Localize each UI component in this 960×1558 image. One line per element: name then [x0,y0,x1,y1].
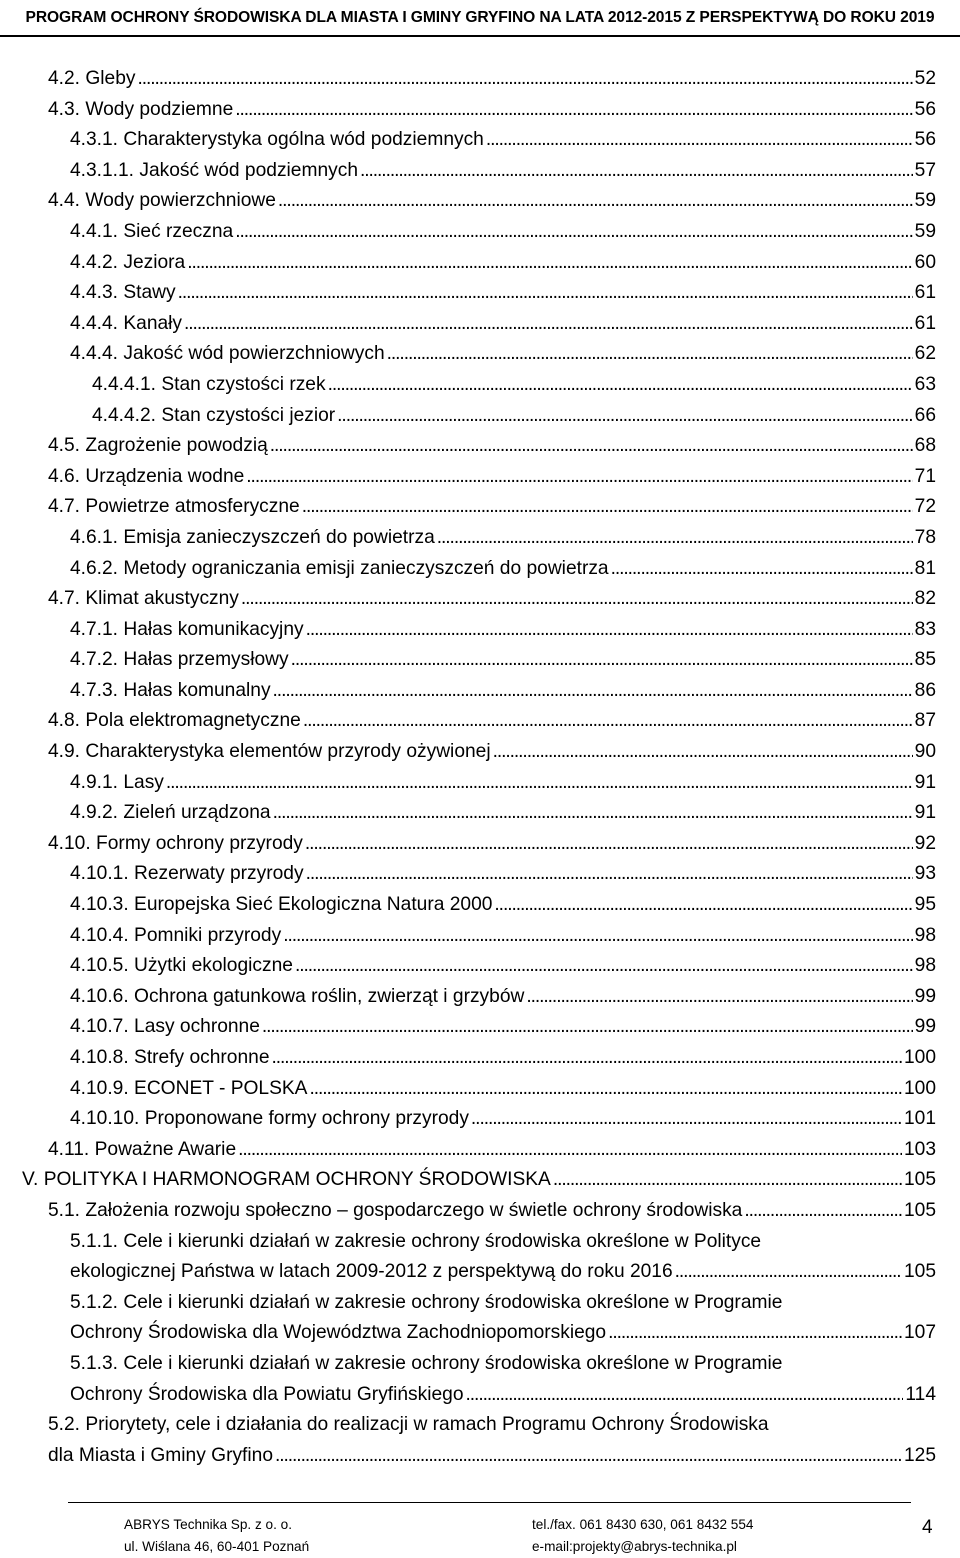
toc-entry-label [70,615,304,646]
dot-leader [184,309,913,340]
dot-leader [486,125,913,156]
dot-leader [328,370,913,401]
toc-entry-title: Formy ochrony przyrody [96,832,303,854]
toc-entry[interactable] [70,798,936,829]
toc-entry-title: Klimat akustyczny [85,588,239,610]
dot-leader [337,401,912,432]
toc-entry-title: Zieleń urządzona [123,802,271,824]
toc-entry-number: 5.1.1. [70,1230,119,1252]
toc-entry[interactable] [48,706,936,737]
dot-leader [526,982,912,1013]
toc-entry-page: 81 [914,557,936,579]
toc-entry-page: 61 [914,312,936,334]
toc-entry-number: 4.4.4. [70,343,119,365]
toc-entry-number: 4.10.10. [70,1108,140,1130]
dot-leader [494,890,912,921]
toc-entry[interactable] [92,401,936,432]
toc-entry-number: 4.10.1. [70,863,129,885]
toc-entry[interactable] [70,921,936,952]
dot-leader [306,859,913,890]
toc-entry[interactable] [70,1104,936,1135]
toc-entry-title: Jakość wód podziemnych [139,159,358,181]
dot-leader [471,1104,902,1135]
toc-entry-number: 4.10.4. [70,924,129,946]
footer-contact-block [532,1514,753,1558]
toc-entry[interactable] [48,1196,936,1227]
toc-entry-title: Sieć rzeczna [123,220,234,242]
toc-entry[interactable] [70,1043,936,1074]
toc-entry-label [70,248,185,279]
toc-entry-label [70,278,176,309]
toc-entry[interactable] [48,737,936,768]
toc-entry[interactable] [70,248,936,279]
toc-entry-title: Cele i kierunki działań w zakresie ochrony środowiska określone w Polityce [123,1230,762,1252]
toc-entry-label [48,737,491,768]
toc-entry-number: 4.4.4. [70,312,119,334]
toc-entry-number: 4.10.5. [70,955,129,977]
footer-divider [68,1502,911,1503]
toc-entry[interactable] [48,829,936,860]
toc-entry[interactable] [70,951,936,982]
header-title: PROGRAM OCHRONY ŚRODOWISKA DLA MIASTA I GMINY GRYFINO NA LATA 2012-2015 Z PERSPEKTYWĄ DO ROKU 2019 [25,9,935,26]
toc-entry-page: 100 [903,1077,936,1099]
dot-leader [275,1441,902,1472]
toc-entry-page: 83 [914,618,936,640]
toc-entry-title: Metody ograniczania emisji zanieczyszczeń do powietrza [123,557,609,579]
toc-entry-page: 100 [903,1047,936,1068]
dot-leader [608,1318,902,1349]
toc-entry-page: 78 [914,526,936,548]
toc-entry-page: 98 [914,955,936,977]
toc-entry-number: 4.10.8. [70,1047,129,1068]
toc-entry[interactable] [70,676,936,707]
toc-entry-page: 56 [914,98,936,120]
toc-entry-number: 4.2. [48,68,81,89]
toc-entry-label [48,186,276,217]
toc-entry-label [48,584,239,615]
toc-entry-label [48,829,303,860]
toc-entry[interactable] [70,156,936,187]
toc-entry-label [48,431,268,462]
dot-leader [187,248,912,279]
toc-entry[interactable] [70,1012,936,1043]
toc-entry-page: 72 [914,496,936,518]
toc-entry-number: 4.4.2. [70,251,119,273]
toc-entry-title: Cele i kierunki działań w zakresie ochrony środowiska określone w Programie [123,1352,783,1374]
toc-entry[interactable] [48,95,936,126]
toc-entry-title: Strefy ochronne [134,1047,270,1068]
dot-leader [178,278,913,309]
dot-leader [283,921,912,952]
toc-entry-title: Poważne Awarie [94,1138,237,1160]
toc-entry-label [70,890,492,921]
toc-entry-page: 57 [914,159,936,181]
toc-entry[interactable] [48,1135,936,1166]
toc-entry[interactable] [70,125,936,156]
toc-entry-page: 85 [914,649,936,671]
toc-entry-title-continued: ekologicznej Państwa w latach 2009-2012 z perspektywą do roku 2016 [70,1261,673,1283]
toc-entry-title: Charakterystyka elementów przyrody ożywionej [85,741,491,763]
toc-entry[interactable] [48,462,936,493]
toc-entry-title: Hałas komunalny [123,679,271,701]
toc-entry-label [48,64,135,95]
table-of-contents [0,64,960,1471]
toc-entry-page: 105 [903,1261,936,1283]
dot-leader [272,1043,902,1074]
toc-entry-number: 4.4.1. [70,220,119,242]
toc-entry-page: 107 [903,1322,936,1344]
toc-entry-title: Założenia rozwoju społeczno – gospodarczego w świetle ochrony środowiska [85,1199,743,1221]
toc-entry-title: Proponowane formy ochrony przyrody [144,1108,469,1130]
toc-entry-title-continued: dla Miasta i Gminy Gryfino [48,1444,273,1466]
dot-leader [493,737,913,768]
dot-leader [295,951,913,982]
toc-entry-page: 92 [914,832,936,854]
footer-email: e-mail:projekty@abrys-technika.pl [532,1539,737,1554]
toc-entry-page: 59 [914,190,936,212]
toc-entry-number: 4.10.6. [70,985,129,1007]
toc-entry-title: Wody podziemne [85,98,234,120]
dot-leader [238,1135,902,1166]
toc-entry-number: 4.4.3. [70,282,119,304]
toc-entry-page: 71 [914,465,936,487]
dot-leader [262,1012,913,1043]
dot-leader [360,156,913,187]
toc-entry-number: 4.6.2. [70,557,119,579]
toc-entry[interactable] [70,1227,936,1288]
toc-entry-page: 68 [914,435,936,457]
toc-entry[interactable] [70,554,936,585]
toc-entry-number: 4.7. [48,496,81,518]
toc-entry-label [70,798,271,829]
toc-entry-number: 4.7. [48,588,81,610]
toc-entry-title: ECONET - POLSKA [134,1077,308,1099]
toc-entry-number: 4.6.1. [70,526,119,548]
toc-entry-number: 4.7.1. [70,618,119,640]
toc-entry-number: 5.2. [48,1414,81,1436]
toc-entry-page: 87 [914,710,936,732]
toc-entry-title: Użytki ekologiczne [134,955,293,977]
toc-entry-label [70,1012,260,1043]
toc-entry[interactable] [70,1349,936,1410]
toc-entry-page: 62 [914,343,936,365]
toc-entry-title: Jeziora [123,251,186,273]
toc-entry[interactable] [70,859,936,890]
page-number: 4 [922,1517,933,1538]
toc-entry[interactable] [70,768,936,799]
footer-company: ABRYS Technika Sp. z o. o. [124,1517,293,1532]
toc-entry-title: Hałas komunikacyjny [123,618,304,640]
toc-entry-number: 5.1. [48,1199,81,1221]
dot-leader [744,1196,902,1227]
toc-entry[interactable] [22,1165,936,1196]
toc-entry-label [48,95,233,126]
toc-entry-title: Gleby [85,68,136,89]
toc-entry[interactable] [70,217,936,248]
toc-entry-page: 56 [914,129,936,151]
toc-entry-title: Powietrze atmosferyczne [85,496,300,518]
toc-entry-label [92,370,326,401]
toc-entry-page: 91 [914,771,936,793]
toc-entry-label [70,921,281,952]
dot-leader [302,492,913,523]
toc-entry-number: 4.5. [48,435,81,457]
dot-leader [235,217,912,248]
toc-entry-title: Stan czystości rzek [161,373,326,395]
toc-entry-label [70,645,289,676]
toc-entry-label [48,1196,742,1227]
toc-entry-page: 60 [914,251,936,273]
running-header [0,0,960,37]
footer-phone: tel./fax. 061 8430 630, 061 8432 554 [532,1517,754,1532]
toc-entry-page: 59 [914,220,936,242]
toc-entry-page: 114 [905,1383,936,1405]
toc-entry[interactable] [48,431,936,462]
dot-leader [553,1165,902,1196]
toc-entry-number: 4.9.1. [70,771,119,793]
toc-entry-label [48,706,301,737]
toc-entry-label [48,1135,236,1166]
toc-entry[interactable] [70,1074,936,1105]
toc-entry-number: 4.3.1. [70,129,119,151]
toc-entry-number: 4.10.7. [70,1016,129,1038]
toc-entry-number: 4.6. [48,465,81,487]
toc-entry-title: Ochrona gatunkowa roślin, zwierząt i grzybów [134,985,525,1007]
toc-entry-label [70,1104,469,1135]
toc-entry-title: Jakość wód powierzchniowych [123,343,385,365]
toc-entry[interactable] [70,982,936,1013]
dot-leader [291,645,913,676]
toc-entry-title-continued: Ochrony Środowiska dla Powiatu Gryfińskiego [70,1383,464,1405]
dot-leader [235,95,912,126]
toc-entry-label [70,676,271,707]
toc-entry-title: Urządzenia wodne [85,465,245,487]
toc-entry-page: 101 [903,1108,936,1130]
toc-entry-label [70,156,358,187]
toc-entry-page: 86 [914,679,936,701]
toc-entry-number: 4.10. [48,832,91,854]
toc-entry-number: 5.1.3. [70,1352,119,1374]
toc-entry[interactable] [70,523,936,554]
toc-entry-number: 4.11. [48,1138,90,1160]
toc-entry-title: POLITYKA I HARMONOGRAM OCHRONY ŚRODOWISKA [43,1169,551,1191]
footer-address: ul. Wiślana 46, 60-401 Poznań [124,1539,310,1554]
toc-entry-title: Lasy ochronne [134,1016,260,1038]
dot-leader [270,431,913,462]
dot-leader [166,768,913,799]
toc-entry-page: 125 [903,1444,936,1466]
toc-entry-page: 90 [914,741,936,763]
toc-entry-page: 103 [903,1138,936,1160]
toc-entry-page: 52 [914,68,936,89]
toc-entry[interactable] [70,890,936,921]
toc-entry-number: 4.7.2. [70,649,119,671]
toc-entry-title: Stawy [123,282,176,304]
toc-entry-page: 99 [914,1016,936,1038]
toc-entry-label [70,768,164,799]
toc-entry-title: Charakterystyka ogólna wód podziemnych [123,129,484,151]
toc-entry-title: Europejska Sieć Ekologiczna Natura 2000 [134,894,493,916]
dot-leader [273,676,913,707]
toc-entry-title-continued: Ochrony Środowiska dla Województwa Zachodniopomorskiego [70,1322,607,1344]
toc-entry[interactable] [70,1288,936,1349]
dot-leader [303,706,913,737]
toc-entry-number: 4.10.9. [70,1077,129,1099]
toc-entry-title: Pomniki przyrody [134,924,282,946]
toc-entry-number: 4.7.3. [70,679,119,701]
toc-entry-title: Rezerwaty przyrody [134,863,304,885]
dot-leader [466,1380,904,1411]
toc-entry-label [48,462,244,493]
toc-entry-label [22,1165,551,1196]
toc-entry-number: 4.9.2. [70,802,119,824]
toc-entry[interactable] [70,615,936,646]
dot-leader [241,584,913,615]
dot-leader [387,339,913,370]
toc-entry-number: 4.8. [48,710,81,732]
toc-entry[interactable] [70,339,936,370]
toc-entry-number: 4.4.4.2. [92,404,157,426]
toc-entry-page: 66 [914,404,936,426]
dot-leader [246,462,912,493]
toc-entry-title: Zagrożenie powodzią [85,435,268,457]
toc-entry-page: 63 [914,373,936,395]
toc-entry[interactable] [48,492,936,523]
toc-entry-title: Priorytety, cele i działania do realizacji w ramach Programu Ochrony Środowiska [85,1414,769,1436]
toc-entry-number: 4.4. [48,190,81,212]
toc-entry[interactable] [92,370,936,401]
toc-entry[interactable] [48,1410,936,1471]
toc-entry[interactable] [48,584,936,615]
toc-entry-label [70,982,524,1013]
toc-entry-number: 4.4.4.1. [92,373,157,395]
toc-entry-number: 4.10.3. [70,894,129,916]
toc-entry[interactable] [70,278,936,309]
toc-entry-page: 82 [914,588,936,610]
toc-entry-number: V. [22,1169,39,1191]
toc-entry-page: 93 [914,863,936,885]
toc-entry-page: 105 [903,1169,936,1191]
dot-leader [306,615,913,646]
toc-entry-page: 105 [903,1199,936,1221]
dot-leader [309,1074,902,1105]
toc-entry-title: Lasy [123,771,164,793]
toc-entry[interactable] [70,309,936,340]
toc-entry-title: Cele i kierunki działań w zakresie ochrony środowiska określone w Programie [123,1291,783,1313]
toc-entry-label [70,217,233,248]
toc-entry-title: Kanały [123,312,183,334]
dot-leader [137,64,912,95]
toc-entry-label [70,1074,307,1105]
toc-entry-label [70,339,385,370]
toc-entry[interactable] [48,186,936,217]
toc-entry-number: 4.3. [48,98,81,120]
toc-entry-label [92,401,335,432]
toc-entry[interactable] [48,64,936,95]
toc-entry-label [70,523,435,554]
toc-entry-number: 4.9. [48,741,81,763]
dot-leader [611,554,913,585]
footer-company-block [124,1514,309,1558]
toc-entry-number: 4.3.1.1. [70,159,135,181]
toc-entry-label [70,1043,270,1074]
toc-entry-number: 5.1.2. [70,1291,119,1313]
dot-leader [278,186,913,217]
dot-leader [273,798,913,829]
dot-leader [675,1257,902,1288]
dot-leader [305,829,913,860]
toc-entry-page: 95 [914,894,936,916]
toc-entry-label [70,859,304,890]
toc-entry-page: 99 [914,985,936,1007]
toc-entry-label [70,125,484,156]
toc-entry-page: 98 [914,924,936,946]
toc-entry[interactable] [70,645,936,676]
toc-entry-page: 61 [914,282,936,304]
toc-entry-title: Emisja zanieczyszczeń do powietrza [123,526,435,548]
toc-entry-title: Stan czystości jezior [161,404,336,426]
dot-leader [437,523,913,554]
toc-entry-title: Hałas przemysłowy [123,649,289,671]
toc-entry-title: Pola elektromagnetyczne [85,710,301,732]
toc-entry-label [70,309,182,340]
toc-entry-label [48,492,300,523]
toc-entry-label [70,951,293,982]
toc-entry-title: Wody powierzchniowe [85,190,276,212]
toc-entry-page: 91 [914,802,936,824]
toc-entry-label [70,554,609,585]
